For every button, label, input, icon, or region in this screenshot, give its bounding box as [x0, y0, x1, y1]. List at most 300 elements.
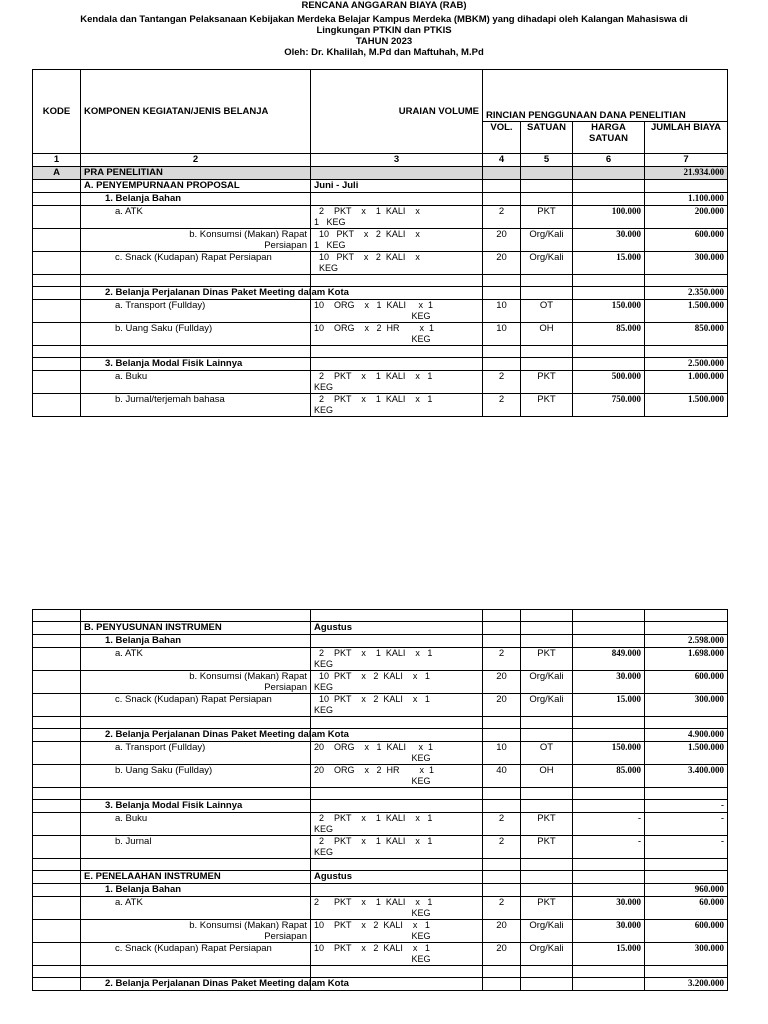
- cell-uraian: [311, 788, 483, 800]
- cell-uraian: [311, 635, 483, 648]
- cell-harga: 30.000: [573, 920, 645, 943]
- cell-komponen: c. Snack (Kudapan) Rapat Persiapan: [81, 694, 311, 717]
- cell-harga: [573, 859, 645, 871]
- cell-vol: [483, 729, 521, 742]
- cell-kode: [33, 358, 81, 371]
- budget-table-page1: [32, 69, 728, 417]
- cell-satuan: Org/Kali: [521, 671, 573, 694]
- cell-komponen: a. ATK: [81, 206, 311, 229]
- cell-jumlah: -: [645, 813, 728, 836]
- cell-vol: [483, 978, 521, 991]
- cell-uraian: [311, 275, 483, 287]
- cell-harga: [573, 287, 645, 300]
- colnum-3: 3: [311, 154, 483, 167]
- item-row: [33, 229, 728, 252]
- cell-jumlah: 3.200.000: [645, 978, 728, 991]
- cell-jumlah: 300.000: [645, 943, 728, 966]
- cell-satuan: Org/Kali: [521, 694, 573, 717]
- cell-komponen: A. PENYEMPURNAAN PROPOSAL: [81, 180, 311, 193]
- cell-satuan: [521, 859, 573, 871]
- spacer-row: [33, 966, 728, 978]
- cell-komponen: c. Snack (Kudapan) Rapat Persiapan: [81, 943, 311, 966]
- cell-harga: 15.000: [573, 943, 645, 966]
- cell-satuan: OH: [521, 765, 573, 788]
- cell-harga: [573, 788, 645, 800]
- cell-uraian: 10 PKT x 2 KALI x 1 KEG: [311, 694, 483, 717]
- colnum-6: 6: [573, 154, 645, 167]
- cell-vol: 40: [483, 765, 521, 788]
- cell-satuan: [521, 966, 573, 978]
- cell-satuan: Org/Kali: [521, 252, 573, 275]
- cell-vol: [483, 180, 521, 193]
- cell-uraian: 10 PKT x 2 KALI x 1 KEG: [311, 943, 483, 966]
- item-row: [33, 897, 728, 920]
- cell-kode: [33, 300, 81, 323]
- group-row: [33, 167, 728, 180]
- cell-jumlah: 1.500.000: [645, 300, 728, 323]
- cell-kode: [33, 897, 81, 920]
- cell-uraian: [311, 717, 483, 729]
- cell-jumlah: [645, 180, 728, 193]
- cell-satuan: OT: [521, 742, 573, 765]
- colnum-4: 4: [483, 154, 521, 167]
- item-row: [33, 648, 728, 671]
- cell-jumlah: 1.100.000: [645, 193, 728, 206]
- col-uraian: URAIAN VOLUME: [311, 70, 483, 154]
- cell-uraian: 2 PKT x 1 KALI x 1 KEG: [311, 836, 483, 859]
- spacer-row: [33, 610, 728, 622]
- cell-kode: [33, 800, 81, 813]
- cell-vol: 20: [483, 252, 521, 275]
- cell-jumlah: 1.698.000: [645, 648, 728, 671]
- cell-uraian: [311, 966, 483, 978]
- cell-uraian: 2 PKT x 1 KALI x 1 KEG: [311, 813, 483, 836]
- cell-satuan: [521, 729, 573, 742]
- cell-vol: 2: [483, 897, 521, 920]
- cell-kode: [33, 287, 81, 300]
- cell-harga: [573, 610, 645, 622]
- cell-uraian: 2 PKT x 1 KALI x 1 KEG: [311, 394, 483, 417]
- cell-satuan: Org/Kali: [521, 943, 573, 966]
- col-satuan: SATUAN: [521, 122, 573, 154]
- cell-jumlah: 600.000: [645, 229, 728, 252]
- doc-year: TAHUN 2023: [355, 36, 413, 47]
- cell-jumlah: 21.934.000: [645, 167, 728, 180]
- cell-satuan: PKT: [521, 897, 573, 920]
- cell-komponen: [81, 717, 311, 729]
- cell-satuan: [521, 180, 573, 193]
- cell-vol: 2: [483, 394, 521, 417]
- cell-kode: [33, 346, 81, 358]
- cell-jumlah: 2.598.000: [645, 635, 728, 648]
- cell-komponen: b. Konsumsi (Makan) Rapat Persiapan: [81, 920, 311, 943]
- cell-jumlah: 2.500.000: [645, 358, 728, 371]
- doc-subtitle-line1: Kendala dan Tantangan Pelaksanaan Kebijakan Merdeka Belajar Kampus Merdeka (MBKM) yang dihadapi oleh Kalangan Mahasiswa di: [80, 14, 688, 25]
- cell-komponen: a. Buku: [81, 813, 311, 836]
- cell-vol: 2: [483, 836, 521, 859]
- cell-jumlah: [645, 717, 728, 729]
- cell-vol: [483, 871, 521, 884]
- cell-komponen: a. Transport (Fullday): [81, 300, 311, 323]
- cell-vol: 2: [483, 206, 521, 229]
- cell-jumlah: -: [645, 836, 728, 859]
- cell-satuan: [521, 193, 573, 206]
- cell-jumlah: 300.000: [645, 252, 728, 275]
- cell-kode: [33, 229, 81, 252]
- cell-harga: [573, 180, 645, 193]
- cell-satuan: OH: [521, 323, 573, 346]
- cell-kode: A: [33, 167, 81, 180]
- cell-jumlah: 60.000: [645, 897, 728, 920]
- cell-kode: [33, 371, 81, 394]
- item-row: [33, 694, 728, 717]
- cell-harga: [573, 167, 645, 180]
- cell-harga: 150.000: [573, 742, 645, 765]
- cell-satuan: [521, 346, 573, 358]
- cell-jumlah: 1.500.000: [645, 742, 728, 765]
- cell-vol: [483, 275, 521, 287]
- cell-kode: [33, 920, 81, 943]
- cell-komponen: b. Jurnal: [81, 836, 311, 859]
- cell-uraian: 20 ORG x 2 HR x 1 KEG: [311, 765, 483, 788]
- cell-satuan: [521, 358, 573, 371]
- cell-komponen: [81, 966, 311, 978]
- cell-vol: [483, 358, 521, 371]
- cell-kode: [33, 323, 81, 346]
- cell-kode: [33, 206, 81, 229]
- cell-jumlah: [645, 859, 728, 871]
- document-header: [0, 0, 768, 58]
- cell-komponen: 3. Belanja Modal Fisik Lainnya: [81, 800, 311, 813]
- cell-komponen: 1. Belanja Bahan: [81, 884, 311, 897]
- cell-vol: [483, 610, 521, 622]
- cell-satuan: PKT: [521, 648, 573, 671]
- cell-vol: [483, 635, 521, 648]
- category-row: [33, 884, 728, 897]
- cell-harga: [573, 717, 645, 729]
- category-row: [33, 287, 728, 300]
- cell-vol: 2: [483, 371, 521, 394]
- cell-satuan: [521, 275, 573, 287]
- cell-komponen: [81, 275, 311, 287]
- cell-kode: [33, 943, 81, 966]
- cell-kode: [33, 729, 81, 742]
- cell-harga: 30.000: [573, 671, 645, 694]
- cell-uraian: Agustus: [311, 622, 483, 635]
- cell-uraian: 10 PKT x 2 KALI x KEG: [311, 252, 483, 275]
- cell-kode: [33, 275, 81, 287]
- cell-uraian: 2 PKT x 1 KALI x 1 KEG: [311, 648, 483, 671]
- category-row: [33, 729, 728, 742]
- spacer-row: [33, 275, 728, 287]
- cell-kode: [33, 884, 81, 897]
- cell-harga: [573, 193, 645, 206]
- cell-harga: [573, 275, 645, 287]
- cell-jumlah: 200.000: [645, 206, 728, 229]
- cell-komponen: a. ATK: [81, 897, 311, 920]
- category-row: [33, 800, 728, 813]
- cell-uraian: [311, 167, 483, 180]
- cell-kode: [33, 966, 81, 978]
- cell-uraian: 10 PKT x 2 KALI x 1 KEG: [311, 229, 483, 252]
- cell-kode: [33, 252, 81, 275]
- cell-satuan: Org/Kali: [521, 229, 573, 252]
- cell-komponen: 3. Belanja Modal Fisik Lainnya: [81, 358, 311, 371]
- cell-harga: [573, 978, 645, 991]
- budget-table-page2: [32, 609, 728, 991]
- cell-harga: -: [573, 813, 645, 836]
- item-row: [33, 206, 728, 229]
- cell-komponen: B. PENYUSUNAN INSTRUMEN: [81, 622, 311, 635]
- cell-vol: [483, 717, 521, 729]
- cell-satuan: PKT: [521, 813, 573, 836]
- colnum-2: 2: [81, 154, 311, 167]
- cell-uraian: 20 ORG x 1 KALI x 1 KEG: [311, 742, 483, 765]
- cell-jumlah: [645, 788, 728, 800]
- cell-jumlah: [645, 966, 728, 978]
- cell-satuan: [521, 622, 573, 635]
- cell-uraian: Juni - Juli: [311, 180, 483, 193]
- cell-komponen: [81, 610, 311, 622]
- column-number-row: [33, 154, 728, 167]
- spacer-row: [33, 346, 728, 358]
- cell-satuan: [521, 788, 573, 800]
- cell-komponen: [81, 788, 311, 800]
- cell-vol: [483, 193, 521, 206]
- cell-vol: 20: [483, 671, 521, 694]
- cell-harga: [573, 635, 645, 648]
- cell-jumlah: -: [645, 800, 728, 813]
- cell-harga: 100.000: [573, 206, 645, 229]
- cell-kode: [33, 180, 81, 193]
- cell-harga: [573, 966, 645, 978]
- cell-satuan: [521, 287, 573, 300]
- cell-komponen: b. Konsumsi (Makan) Rapat Persiapan: [81, 229, 311, 252]
- cell-harga: [573, 884, 645, 897]
- cell-komponen: 2. Belanja Perjalanan Dinas Paket Meeting dalam Kota: [81, 978, 311, 991]
- cell-komponen: 2. Belanja Perjalanan Dinas Paket Meeting dalam Kota: [81, 729, 311, 742]
- cell-uraian: 10 PKT x 2 KALI x 1 KEG: [311, 671, 483, 694]
- cell-satuan: PKT: [521, 394, 573, 417]
- item-row: [33, 300, 728, 323]
- cell-harga: 15.000: [573, 252, 645, 275]
- cell-uraian: [311, 346, 483, 358]
- cell-kode: [33, 765, 81, 788]
- cell-satuan: PKT: [521, 836, 573, 859]
- cell-harga: 85.000: [573, 323, 645, 346]
- cell-jumlah: 2.350.000: [645, 287, 728, 300]
- cell-kode: [33, 871, 81, 884]
- cell-vol: [483, 346, 521, 358]
- cell-komponen: c. Snack (Kudapan) Rapat Persiapan: [81, 252, 311, 275]
- cell-jumlah: 960.000: [645, 884, 728, 897]
- cell-jumlah: 300.000: [645, 694, 728, 717]
- col-vol: VOL.: [483, 122, 521, 154]
- colnum-5: 5: [521, 154, 573, 167]
- cell-harga: 849.000: [573, 648, 645, 671]
- item-row: [33, 813, 728, 836]
- cell-satuan: [521, 717, 573, 729]
- item-row: [33, 323, 728, 346]
- cell-vol: [483, 287, 521, 300]
- cell-vol: 2: [483, 813, 521, 836]
- cell-uraian: 10 ORG x 2 HR x 1 KEG: [311, 323, 483, 346]
- cell-jumlah: 1.000.000: [645, 371, 728, 394]
- cell-kode: [33, 394, 81, 417]
- cell-vol: 20: [483, 920, 521, 943]
- spacer-row: [33, 788, 728, 800]
- cell-kode: [33, 622, 81, 635]
- cell-vol: [483, 167, 521, 180]
- col-jumlah: JUMLAH BIAYA: [645, 122, 728, 154]
- cell-uraian: Agustus: [311, 871, 483, 884]
- cell-satuan: [521, 635, 573, 648]
- cell-satuan: OT: [521, 300, 573, 323]
- cell-harga: [573, 729, 645, 742]
- cell-jumlah: 1.500.000: [645, 394, 728, 417]
- cell-komponen: a. Buku: [81, 371, 311, 394]
- cell-harga: 85.000: [573, 765, 645, 788]
- doc-title: RENCANA ANGGARAN BIAYA (RAB): [301, 0, 467, 11]
- cell-vol: 20: [483, 229, 521, 252]
- cell-kode: [33, 694, 81, 717]
- cell-komponen: b. Konsumsi (Makan) Rapat Persiapan: [81, 671, 311, 694]
- cell-jumlah: [645, 275, 728, 287]
- category-row: [33, 358, 728, 371]
- cell-harga: 30.000: [573, 897, 645, 920]
- cell-vol: [483, 622, 521, 635]
- cell-jumlah: 600.000: [645, 920, 728, 943]
- cell-kode: [33, 635, 81, 648]
- col-rincian: RINCIAN PENGGUNAAN DANA PENELITIAN: [483, 70, 728, 122]
- cell-satuan: Org/Kali: [521, 920, 573, 943]
- item-row: [33, 371, 728, 394]
- cell-uraian: [311, 610, 483, 622]
- col-komponen: KOMPONEN KEGIATAN/JENIS BELANJA: [81, 70, 311, 154]
- cell-vol: [483, 788, 521, 800]
- cell-satuan: [521, 978, 573, 991]
- cell-satuan: [521, 167, 573, 180]
- cell-harga: [573, 622, 645, 635]
- cell-uraian: 2 PKT x 1 KALI x 1 KEG: [311, 897, 483, 920]
- cell-vol: [483, 800, 521, 813]
- cell-jumlah: [645, 871, 728, 884]
- cell-uraian: [311, 800, 483, 813]
- section-row: [33, 622, 728, 635]
- cell-uraian: [311, 859, 483, 871]
- section-row: [33, 871, 728, 884]
- cell-jumlah: [645, 622, 728, 635]
- item-row: [33, 836, 728, 859]
- cell-vol: 10: [483, 300, 521, 323]
- cell-komponen: a. Transport (Fullday): [81, 742, 311, 765]
- cell-kode: [33, 742, 81, 765]
- spacer-row: [33, 859, 728, 871]
- cell-vol: 10: [483, 742, 521, 765]
- item-row: [33, 765, 728, 788]
- doc-subtitle-line2: Lingkungan PTKIN dan PTKIS: [316, 25, 452, 36]
- cell-komponen: E. PENELAAHAN INSTRUMEN: [81, 871, 311, 884]
- cell-harga: 750.000: [573, 394, 645, 417]
- cell-jumlah: 3.400.000: [645, 765, 728, 788]
- cell-satuan: [521, 871, 573, 884]
- cell-jumlah: [645, 346, 728, 358]
- cell-satuan: PKT: [521, 371, 573, 394]
- item-row: [33, 394, 728, 417]
- cell-jumlah: 850.000: [645, 323, 728, 346]
- category-row: [33, 978, 728, 991]
- col-kode: KODE: [33, 70, 81, 154]
- item-row: [33, 920, 728, 943]
- cell-komponen: b. Uang Saku (Fullday): [81, 323, 311, 346]
- cell-satuan: [521, 610, 573, 622]
- category-row: [33, 635, 728, 648]
- cell-satuan: PKT: [521, 206, 573, 229]
- cell-kode: [33, 717, 81, 729]
- cell-kode: [33, 193, 81, 206]
- cell-satuan: [521, 800, 573, 813]
- cell-harga: -: [573, 836, 645, 859]
- cell-vol: [483, 966, 521, 978]
- section-row: [33, 180, 728, 193]
- category-row: [33, 193, 728, 206]
- item-row: [33, 252, 728, 275]
- cell-komponen: b. Uang Saku (Fullday): [81, 765, 311, 788]
- item-row: [33, 742, 728, 765]
- cell-jumlah: 4.900.000: [645, 729, 728, 742]
- cell-vol: 20: [483, 694, 521, 717]
- cell-komponen: 1. Belanja Bahan: [81, 635, 311, 648]
- cell-harga: 500.000: [573, 371, 645, 394]
- cell-kode: [33, 859, 81, 871]
- cell-komponen: a. ATK: [81, 648, 311, 671]
- cell-uraian: 2 PKT x 1 KALI x 1 KEG: [311, 371, 483, 394]
- cell-uraian: [311, 884, 483, 897]
- cell-harga: [573, 346, 645, 358]
- cell-kode: [33, 610, 81, 622]
- cell-komponen: 2. Belanja Perjalanan Dinas Paket Meeting dalam Kota: [81, 287, 311, 300]
- cell-jumlah: [645, 610, 728, 622]
- cell-harga: [573, 871, 645, 884]
- cell-vol: [483, 884, 521, 897]
- cell-kode: [33, 813, 81, 836]
- spacer-row: [33, 717, 728, 729]
- cell-harga: 15.000: [573, 694, 645, 717]
- cell-kode: [33, 788, 81, 800]
- cell-uraian: 2 PKT x 1 KALI x 1 KEG: [311, 206, 483, 229]
- cell-komponen: PRA PENELITIAN: [81, 167, 311, 180]
- cell-komponen: b. Jurnal/terjemah bahasa: [81, 394, 311, 417]
- cell-kode: [33, 978, 81, 991]
- cell-vol: [483, 859, 521, 871]
- cell-vol: 10: [483, 323, 521, 346]
- cell-satuan: [521, 884, 573, 897]
- cell-komponen: 1. Belanja Bahan: [81, 193, 311, 206]
- header-row: [33, 70, 728, 122]
- cell-harga: 150.000: [573, 300, 645, 323]
- cell-kode: [33, 648, 81, 671]
- col-harga: HARGA SATUAN: [573, 122, 645, 154]
- cell-harga: 30.000: [573, 229, 645, 252]
- cell-uraian: [311, 358, 483, 371]
- colnum-1: 1: [33, 154, 81, 167]
- cell-uraian: 10 ORG x 1 KALI x 1 KEG: [311, 300, 483, 323]
- cell-jumlah: 600.000: [645, 671, 728, 694]
- cell-komponen: [81, 859, 311, 871]
- cell-kode: [33, 671, 81, 694]
- cell-uraian: 10 PKT x 2 KALI x 1 KEG: [311, 920, 483, 943]
- cell-kode: [33, 836, 81, 859]
